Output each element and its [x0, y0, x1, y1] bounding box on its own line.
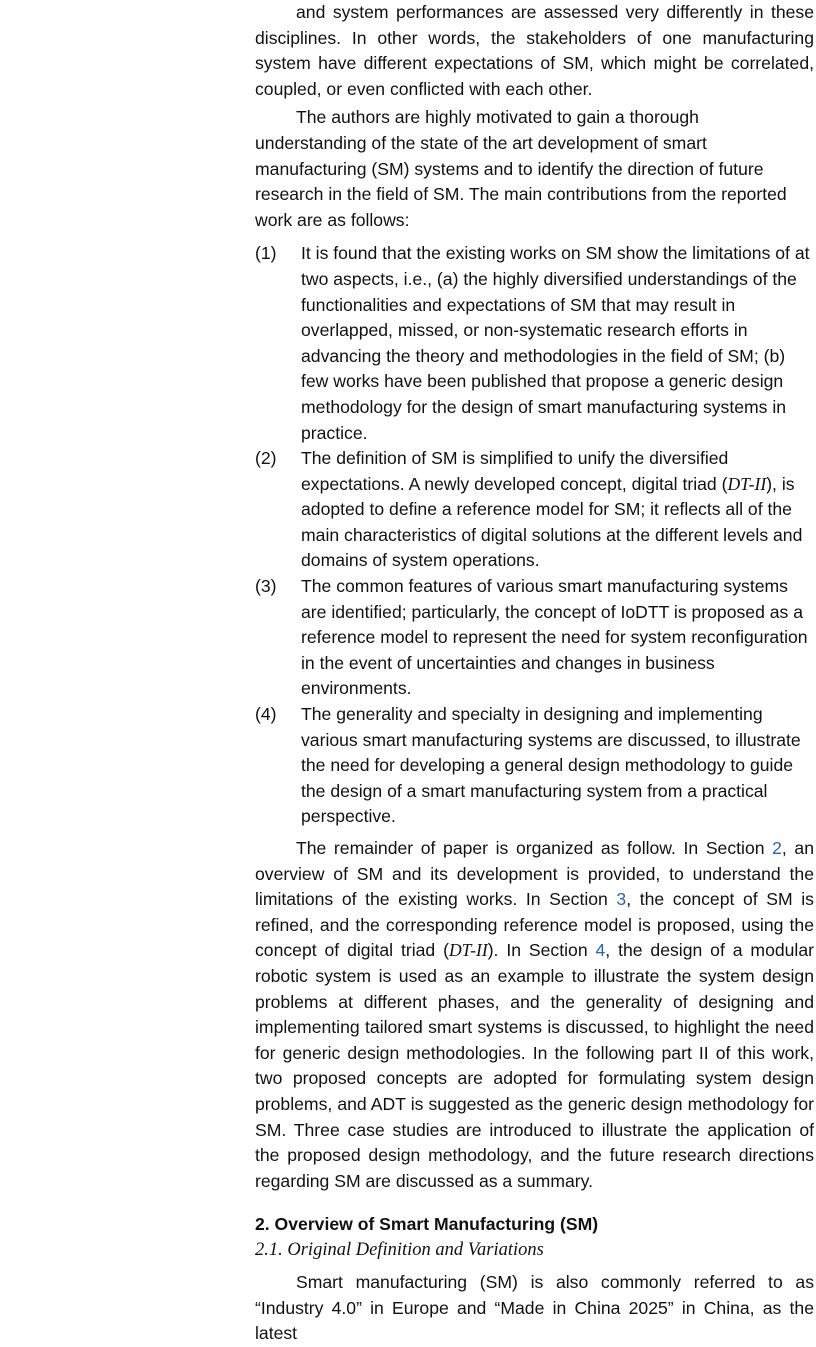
article-column	[255, 0, 814, 1347]
section-heading: 2. Overview of Smart Manufacturing (SM)	[255, 1214, 599, 1235]
list-item	[255, 702, 814, 830]
text-segment: , the design of a modular robotic system is used as an example to illustrate the system design problems at different phases, and the generality of designing and implementing tailored smart systems is discussed, to highlight the need for generic design methodologies. In the following part II of this work, two proposed concepts are adopted for formulating system design problems, and ADT is suggested as the generic design methodology for SM. Three case studies are introduced to illustrate the application of the proposed design methodology, and the future research directions regarding SM are discussed as a summary.	[255, 940, 814, 1191]
text-segment: The definition of SM is simplified to unify the diversified expectations. A newly developed concept, digital triad (	[301, 448, 729, 494]
contributions-list	[255, 241, 814, 830]
section-3-link[interactable]: 3	[616, 889, 627, 910]
list-number: (2)	[255, 448, 277, 469]
text-segment: , the concept of SM is refined, and the corresponding reference model is proposed, using the concept of digital triad (	[255, 889, 814, 961]
list-text: The common features of various smart manufacturing systems are identified; particularly, the concept of IoDTT is proposed as a reference model to represent the need for system reconfiguration in the event of uncertainties and changes in business environments.	[301, 576, 808, 699]
subsection-heading: 2.1. Original Definition and Variations	[255, 1239, 544, 1260]
term-dt-ii: DT-II	[448, 940, 488, 961]
list-number: (3)	[255, 576, 277, 597]
list-number: (1)	[255, 243, 277, 264]
list-text	[301, 446, 814, 574]
section-4-link[interactable]: 4	[595, 940, 606, 961]
paragraph-remainder	[255, 836, 814, 1194]
list-item	[255, 241, 814, 446]
paragraph-last: Smart manufacturing (SM) is also commonly referred to as “Industry 4.0” in Europe and “Made in China 2025” in China, as the latest	[255, 1271, 814, 1344]
list-text: It is found that the existing works on SM show the limitations of at two aspects, i.e., (a) the highly diversified understandings of the functionalities and expectations of SM that may result in overlapped, missed, or non-systematic research efforts in advancing the theory and methodologies in the field of SM; (b) few works have been published that propose a generic design methodology for the design of smart manufacturing systems in practice.	[301, 243, 810, 443]
text-segment: , an overview of SM and its development is provided, to understand the limitations of the existing works. In Section	[255, 838, 814, 910]
list-text: The generality and specialty in designing and implementing various smart manufacturing systems are discussed, to illustrate the need for developing a general design methodology to guide the design of a smart manufacturing system from a practical perspective.	[301, 704, 801, 827]
text-segment: The remainder of paper is organized as follow. In Section	[296, 838, 773, 858]
list-item	[255, 446, 814, 574]
term-dt-ii: DT-II	[727, 473, 767, 494]
list-item	[255, 574, 814, 702]
paragraph-continued: and system performances are assessed very differently in these disciplines. In other words, the stakeholders of one manufacturing system have different expectations of SM, which might be correlated, coupled, or even conflicted with each other.	[255, 2, 814, 99]
section-2-link[interactable]: 2	[772, 838, 782, 858]
text-segment: ), is adopted to define a reference model for SM; it reflects all of the main characteristics of digital solutions at the different levels and domains of system operations.	[301, 473, 803, 571]
paragraph-motivation: The authors are highly motivated to gain a thorough understanding of the state of the art development of smart manufacturing (SM) systems and to identify the direction of future research in the field of SM. The main contributions from the reported work are as follows:	[255, 107, 787, 230]
text-segment: ). In Section	[487, 940, 596, 961]
list-number: (4)	[255, 704, 277, 725]
